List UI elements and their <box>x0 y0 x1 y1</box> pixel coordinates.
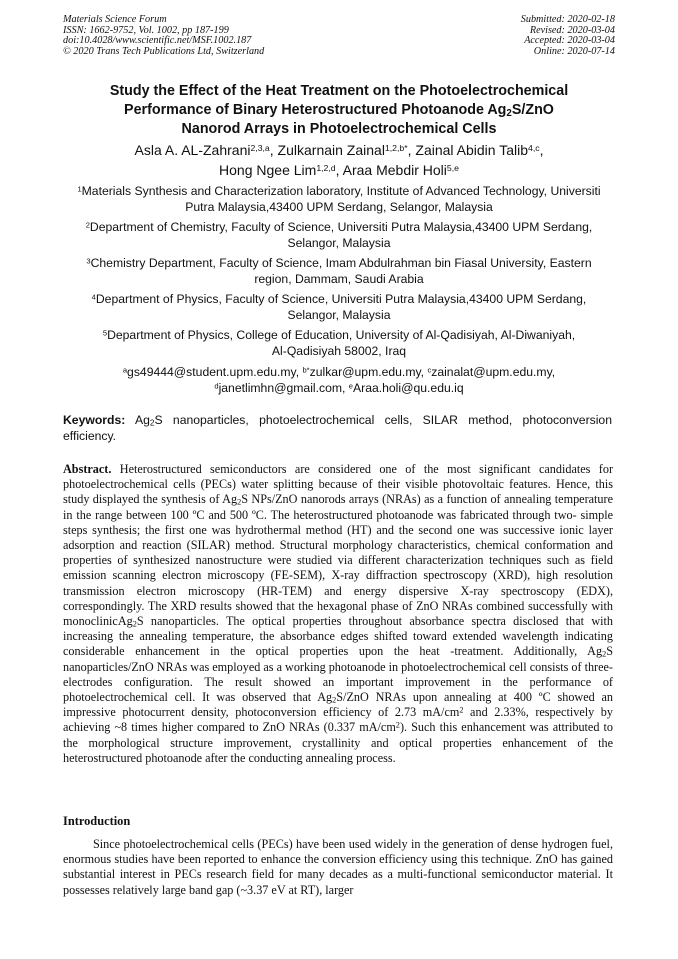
abstract-superscript: 2 <box>395 720 400 730</box>
introduction-heading: Introduction <box>63 814 131 828</box>
keywords-text: Ag <box>125 413 150 427</box>
author-affiliation-marker: 2,3,a <box>250 143 270 154</box>
affiliation-text: Al-Qadisiyah 58002, Iraq <box>271 343 407 358</box>
abstract-superscript: 2 <box>459 705 464 715</box>
email-marker: e <box>348 381 353 391</box>
affiliation-text: Selangor, Malaysia <box>287 307 391 322</box>
affiliation-number: 1 <box>77 184 82 194</box>
affiliation-number: 4 <box>91 292 96 302</box>
email-link[interactable]: zainalat@upm.edu.my, <box>431 365 556 379</box>
date-online: Online: 2020-07-14 <box>533 45 615 57</box>
author-name: Araa Mebdir Holi <box>342 162 447 178</box>
author-emails <box>66 365 612 396</box>
abstract-text: S nanoparticles/ZnO NRAs was employed as a working photoanode in photoelectrochemical cell consists of three-electrodes configuration. The result showed an important improvement in the performance of photoelectrochemical cell. It was observed that Ag <box>63 644 613 705</box>
abstract <box>63 462 613 766</box>
title-line-2 <box>60 101 618 120</box>
affiliation-text: Department of Physics, Faculty of Science, Universiti Putra Malaysia,43400 UPM Serdang, <box>95 292 587 306</box>
author-affiliation-marker: 5,e <box>446 163 459 174</box>
abstract-subscript: 2 <box>237 498 242 508</box>
email-marker: c <box>427 365 432 375</box>
title-subscript: 2 <box>506 107 512 119</box>
keywords-text: S nanoparticles, photoelectrochemical cells, SILAR method, photoconversion efficiency. <box>63 413 612 443</box>
abstract-subscript: 2 <box>602 650 607 660</box>
author-affiliation-marker: 1,2,d <box>316 163 336 174</box>
affiliation-1 <box>66 184 612 215</box>
affiliation-number: 2 <box>85 220 90 230</box>
author-name: Zulkarnain Zainal <box>277 142 385 158</box>
email-link[interactable]: zulkar@upm.edu.my, <box>309 365 428 379</box>
affiliation-text: region, Dammam, Saudi Arabia <box>254 271 424 286</box>
title-text: S/ZnO <box>511 102 554 118</box>
author-separator: , <box>335 162 343 178</box>
keywords-subscript: 2 <box>149 417 155 428</box>
abstract-subscript: 2 <box>132 619 137 629</box>
affiliation-2 <box>66 220 612 251</box>
author-name: Asla A. AL-Zahrani <box>134 142 251 158</box>
abstract-text: S/ZnO NRAs upon annealing at 400 ºC showed an impressive photocurrent density, photoconversion efficiency of 2.73 mA/cm <box>63 690 614 720</box>
paper-title <box>60 82 618 139</box>
author-separator: , <box>269 142 278 158</box>
keywords <box>63 413 612 444</box>
affiliation-number: 3 <box>86 256 91 266</box>
affiliation-5 <box>66 328 612 359</box>
affiliation-text: Putra Malaysia,43400 UPM Serdang, Selangor, Malaysia <box>185 199 493 214</box>
author-name: Hong Ngee Lim <box>219 162 317 178</box>
affiliation-3 <box>66 256 612 287</box>
abstract-text: S NPs/ZnO nanorods arrays (NRAs) as a function of annealing temperature in the range between 100 ºC and 500 ºC. The heterostructured photoanode was fabricated through two- simple steps synthesis; the first one was hydrothermal method (HT) and the second one was successive ionic layer adsorption and reaction (SILAR) method. Structural morphology characteristics, chemical conformation and properties of synthesized nanostructure were studied via different characterization techniques such as field emission scanning electron microscopy (FE-SEM), X-ray diffraction spectroscopy (XRD), high resolution transmission electron microscopy (HR-TEM) and energy dispersive X-ray spectroscopy (EDX), correspondingly. The XRD results showed that the hexagonal phase of ZnO NRAs combined successfully with monoclinicAg <box>63 492 613 629</box>
title-line-1: Study the Effect of the Heat Treatment on the Photoelectrochemical <box>109 83 569 99</box>
date-revised: Revised: 2020-03-04 <box>529 24 615 36</box>
author-list <box>60 140 618 180</box>
journal-info <box>63 15 264 57</box>
email-link[interactable]: janetlimhn@gmail.com, <box>218 380 349 395</box>
author-separator: , <box>407 142 416 158</box>
abstract-text: and 2.33%, respectively by achieving ~8 times higher compared to ZnO NRAs (0.337 mA/cm <box>63 705 613 735</box>
author-affiliation-marker: 4,c <box>528 143 540 154</box>
abstract-text: ). Such this enhancement was attributed to the morphological structure improvement, crystallinity and optical properties enhancement of the heterostructured photoanode after the conducting annealing process. <box>63 720 613 765</box>
title-line-3: Nanorod Arrays in Photoelectrochemical Cells <box>181 121 497 137</box>
affiliation-text: Materials Synthesis and Characterization laboratory, Institute of Advanced Technology, Universiti <box>81 184 601 198</box>
publication-dates <box>521 15 615 57</box>
journal-name: Materials Science Forum <box>63 14 167 25</box>
abstract-label: Abstract. <box>63 462 112 476</box>
abstract-text: Heterostructured semiconductors are considered one of the most significant candidates for photoelectrochemical cells (PECs) water splitting because of their visible photovoltaic features. Hence, this study displayed the synthesis of Ag <box>63 462 613 507</box>
affiliation-4 <box>66 292 612 323</box>
abstract-text: S nanoparticles. The optical properties throughout absorbance spectra disclosed that with increasing the annealing temperature, the absorbance edges shifted toward extended wavelength indicating considerable enhancement in the optical properties upon the heat -treatment. Additionally, Ag <box>63 614 613 659</box>
abstract-subscript: 2 <box>332 695 337 705</box>
author-separator: , <box>539 142 544 158</box>
journal-issn: ISSN: 1662-9752, Vol. 1002, pp 187-199 <box>63 24 229 36</box>
email-marker: a <box>122 365 128 375</box>
introduction-text: Since photoelectrochemical cells (PECs) have been used widely in the generation of dense hydrogen fuel, enormous studies have been reported to enhance the conversion efficiency using this technique. ZnO has gained substantial interest in PECs research field for many decades as a multi-functional semiconductor material. It possesses relatively large band gap (~3.37 eV at RT), larger <box>63 837 613 897</box>
affiliation-text: Selangor, Malaysia <box>287 235 391 250</box>
affiliation-text: Chemistry Department, Faculty of Science, Imam Abdulrahman bin Fiasal University, Eastern <box>90 256 592 270</box>
title-text: Performance of Binary Heterostructured Photoanode Ag <box>124 102 507 118</box>
date-submitted: Submitted: 2020-02-18 <box>520 14 615 25</box>
email-marker: b* <box>302 365 310 375</box>
email-link[interactable]: gs49444@student.upm.edu.my, <box>127 365 303 379</box>
affiliation-text: Department of Physics, College of Education, University of Al-Qadisiyah, Al-Diwaniyah, <box>107 328 576 342</box>
author-name: Zainal Abidin Talib <box>415 142 528 158</box>
affiliation-text: Department of Chemistry, Faculty of Science, Universiti Putra Malaysia,43400 UPM Serdang, <box>89 220 593 234</box>
journal-copyright: © 2020 Trans Tech Publications Ltd, Switzerland <box>63 45 265 57</box>
email-marker: d <box>214 381 219 391</box>
keywords-label: Keywords: <box>63 413 126 427</box>
author-line-2 <box>60 160 618 180</box>
affiliation-number: 5 <box>102 328 108 338</box>
journal-doi[interactable]: doi:10.4028/www.scientific.net/MSF.1002.187 <box>63 35 252 47</box>
author-line-1 <box>60 140 618 160</box>
email-link[interactable]: Araa.holi@qu.edu.iq <box>353 380 464 395</box>
date-accepted: Accepted: 2020-03-04 <box>524 35 615 47</box>
author-affiliation-marker: 1,2,b* <box>384 143 408 154</box>
